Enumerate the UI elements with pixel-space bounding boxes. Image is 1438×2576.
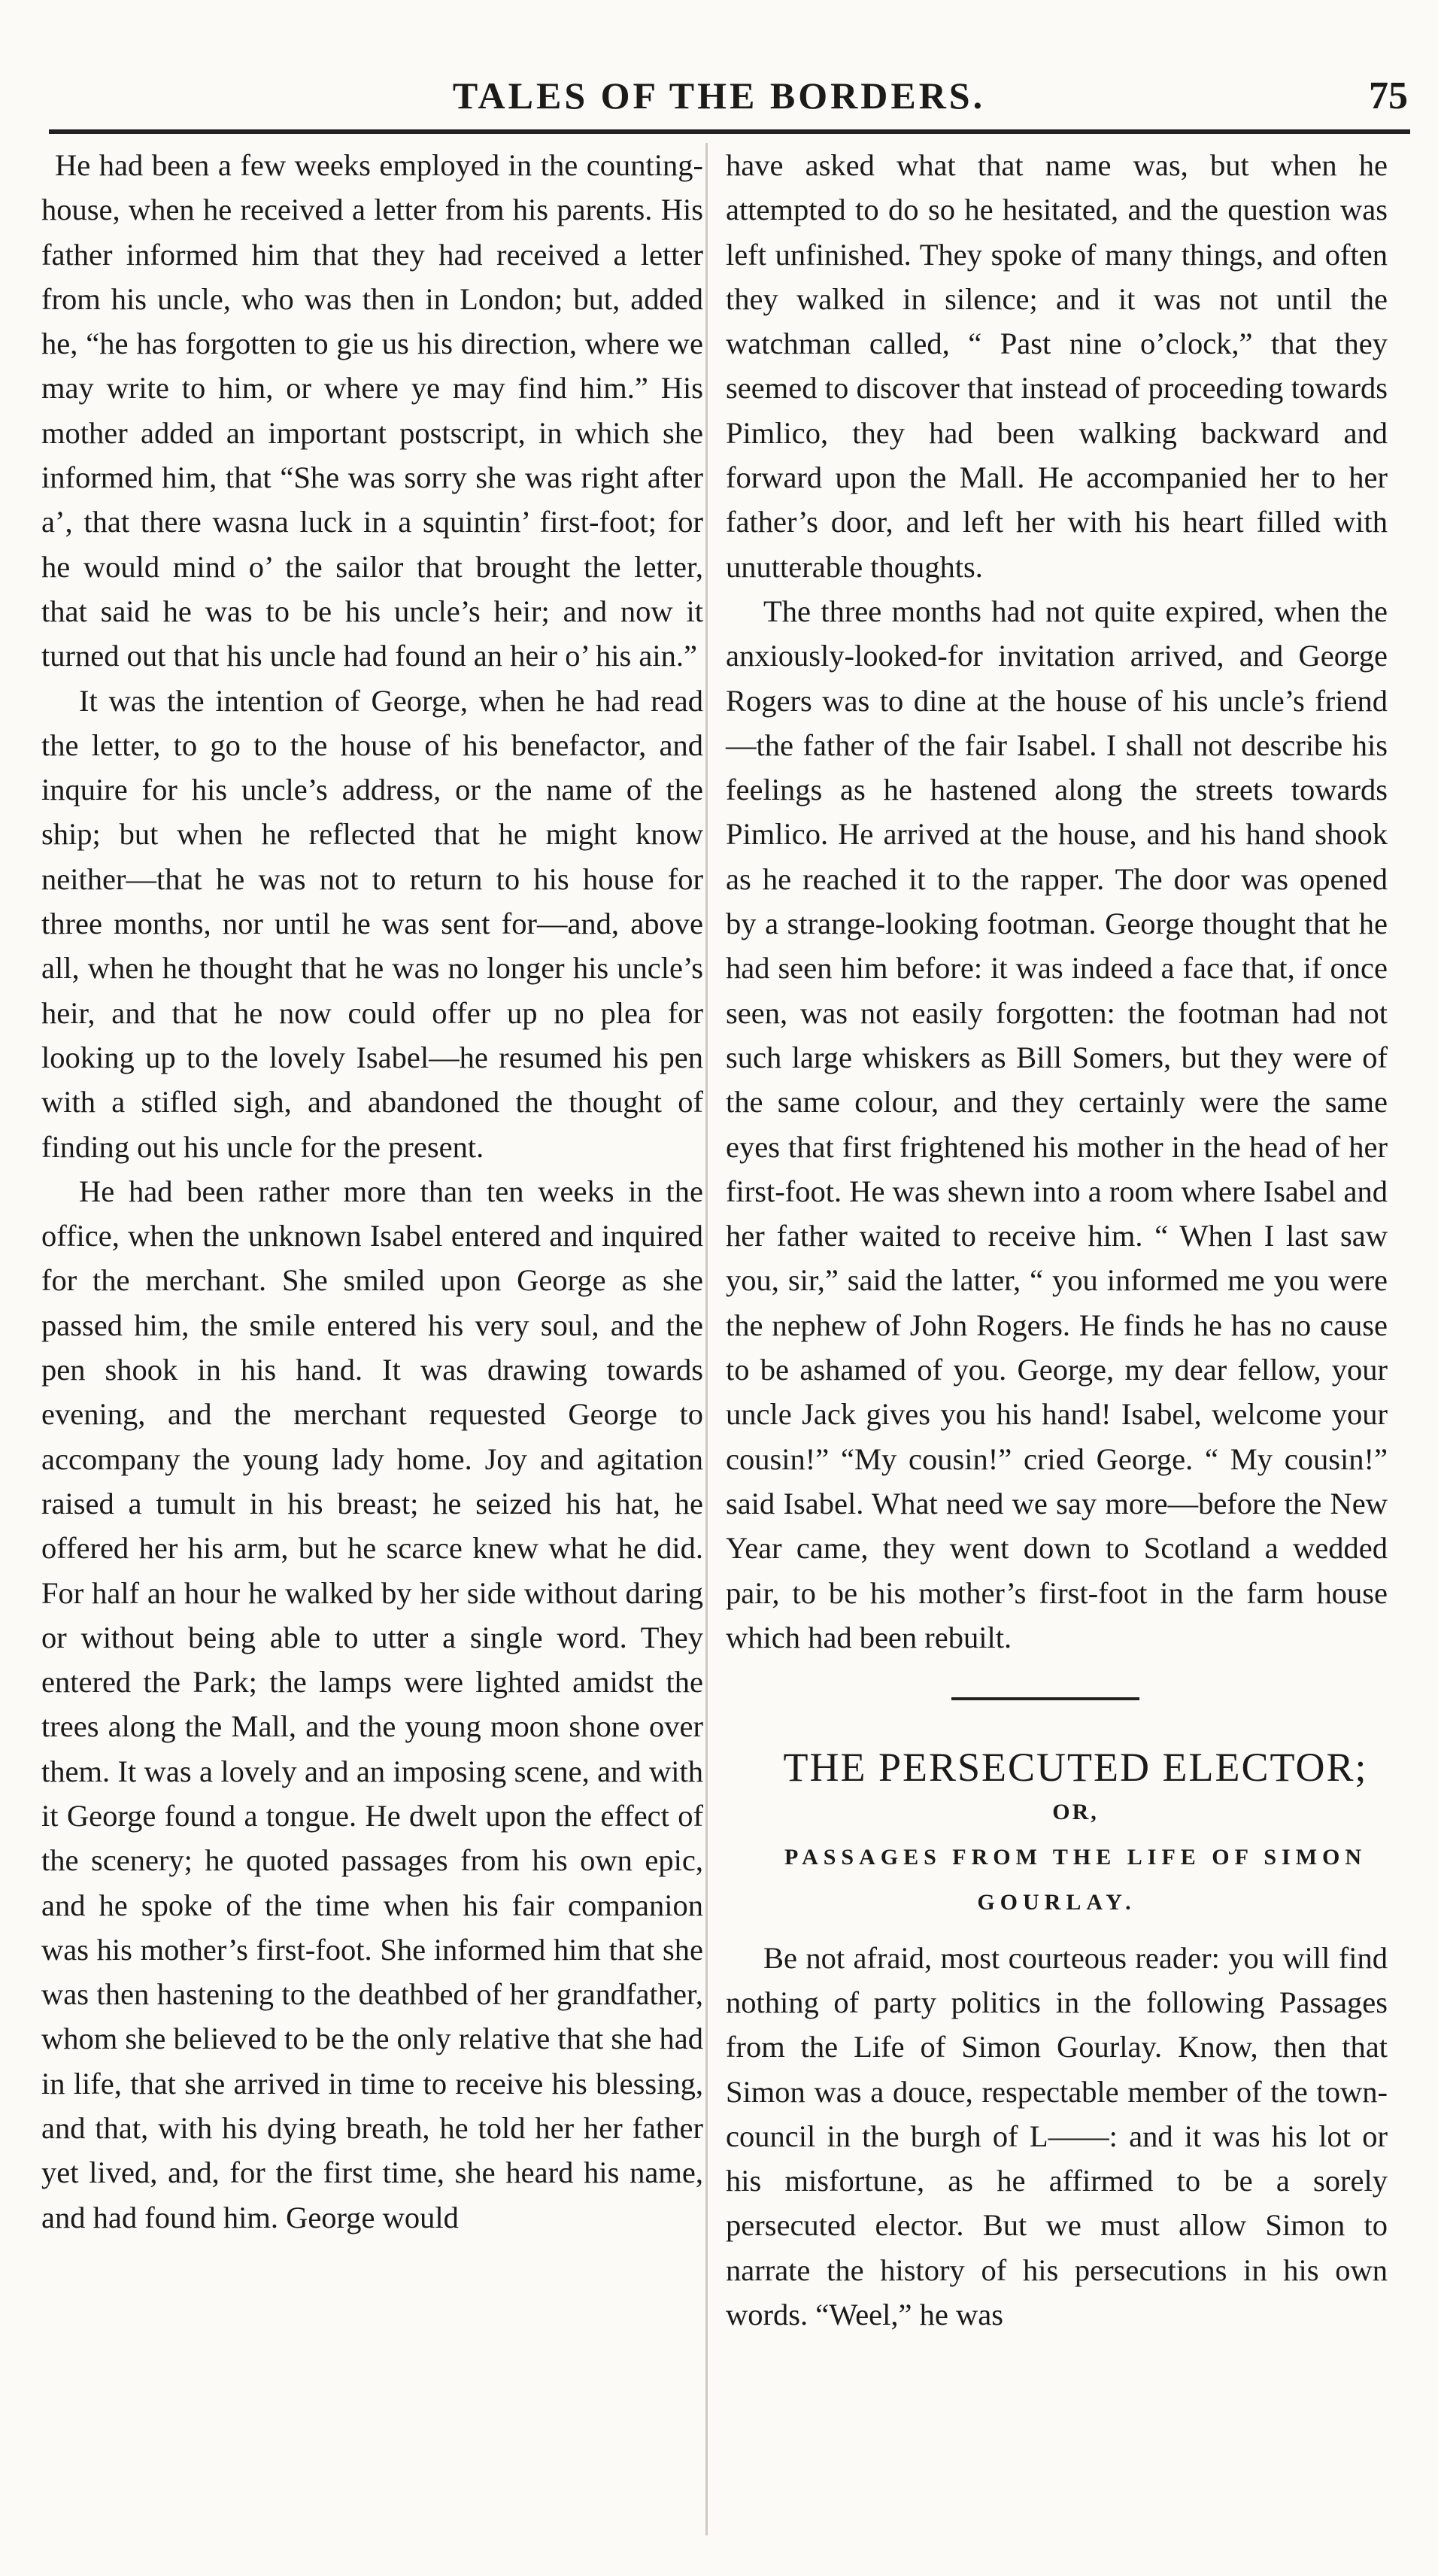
paragraph: He had been rather more than ten weeks in the office, when the unknown Isabel entered and inquired for the merchant. She smiled upon George as she passed him, the smile entered his very soul, and the pen shook in his hand. It was drawing towards evening, and the merchant requested George to accompany the young lady home. Joy and agitation raised a tumult in his breast; he seized his hat, he offered her his arm, but he scarce knew what he did. For half an hour he walked by her side without daring or without being able to utter a single word. They entered the Park; the lamps were lighted amidst the trees along the Mall, and the young moon shone over them. It was a lovely and an imposing scene, and with it George found a tongue. He dwelt upon the effect of the scenery; he quoted passages from his own epic, and he spoke of the time when his fair companion was his mother’s first-foot. She informed him that she was then hastening to the deathbed of her grandfather, whom she believed to be the only relative that she had in life, that she arrived in time to receive his blessing, and that, with his dying breath, he told her her father yet lived, and, for the first time, she heard his name, and had found him. George would [41,1174,703,2234]
paragraph: have asked what that name was, but when he attempted to do so he hesitated, and the question was left unfinished. They spoke of many things, and often they walked in silence; and it was not until the watchman called, “ Past nine o’clock,” that they seemed to discover that instead of proceeding towards Pimlico, they had been walking backward and forward upon the Mall. He accompanied her to her father’s door, and left her with his heart filled with unutterable thoughts. [726,148,1388,584]
paragraph: He had been a few weeks employed in the counting-house, when he received a letter from his parents. His father informed him that they had received a letter from his uncle, who was then in London; but, added he, “he has forgotten to gie us his direction, where we may write to him, or where ye may find him.” His mother added an important postscript, in which she informed him, that “She was sorry she was right after a’, that there wasna luck in a squintin’ first-foot; for he would mind o’ the sailor that brought the letter, that said he was to be his uncle’s heir; and now it turned out that his uncle had found an heir o’ his ain.” [41,148,703,673]
right-column [726,143,1388,2337]
section-rule [951,1697,1139,1700]
running-title: TALES OF THE BORDERS. [452,74,986,117]
header-rule [49,129,1410,134]
article-or: OR, [1052,1800,1099,1825]
paragraph: Be not afraid, most courteous reader: you will find nothing of party politics in the following Passages from the Life of Simon Gourlay. Know, then that Simon was a douce, respectable member of the town-council in the burgh of L——: and it was his lot or his misfortune, as he affirmed to be a sorely persecuted elector. But we must allow Simon to narrate the history of his persecutions in his own words. “Weel,” he was [726,1940,1388,2332]
article-title: THE PERSECUTED ELECTOR; [783,1745,1368,1791]
running-header [0,68,1438,128]
paragraph: The three months had not quite expired, when the anxiously-looked-for invitation arrived, and George Rogers was to dine at the house of his uncle’s friend—the father of the fair Isabel. I shall not describe his feelings as he hastened along the streets towards Pimlico. He arrived at the house, and his hand shook as he reached it to the rapper. The door was opened by a strange-looking footman. George thought that he had seen him before: it was indeed a face that, if once seen, was not easily forgotten: the footman had not such large whiskers as Bill Somers, but they were of the same colour, and they certainly were the same eyes that first frightened his mother in the head of her first-foot. He was shewn into a room where Isabel and her father waited to receive him. “ When I last saw you, sir,” said the latter, “ you informed me you were the nephew of John Rogers. He finds he has no cause to be ashamed of you. George, my dear fellow, your uncle Jack gives you his hand! Isabel, welcome your cousin!” “My cousin!” cried George. “ My cousin!” said Isabel. What need we say more—before the New Year came, they went down to Scotland a wedded pair, to be his mother’s first-foot in the farm house which had been rebuilt. [726,594,1388,1654]
article-subtitle: PASSAGES FROM THE LIFE OF SIMON GOURLAY. [784,1844,1367,1915]
page-number: 75 [1369,74,1408,117]
paragraph: It was the intention of George, when he had read the letter, to go to the house of his benefactor, and inquire for his uncle’s address, or the name of the ship; but when he reflected that he might know neither—that he was not to return to his house for three months, nor until he was sent for—and, above all, when he thought that he was no longer his uncle’s heir, and that he now could offer up no plea for looking up to the lovely Isabel—he resumed his pen with a stifled sigh, and abandoned the thought of finding out his uncle for the present. [41,683,703,1164]
left-column [41,143,703,2240]
column-divider [705,143,708,2535]
